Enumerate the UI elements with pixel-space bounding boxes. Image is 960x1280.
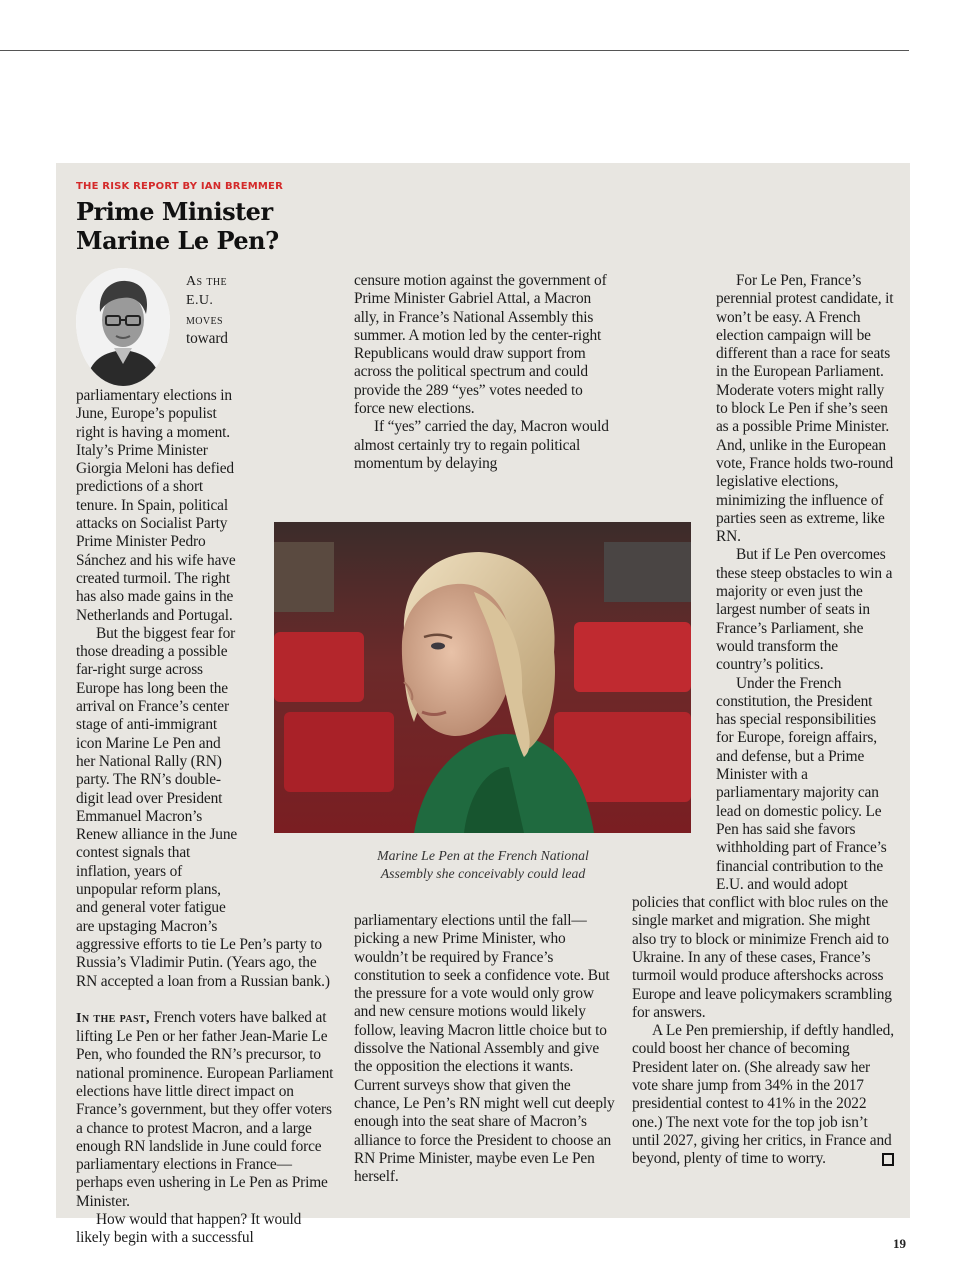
col2-paragraph-2: If “yes” carried the day, Macron would almost certainly try to regain political momentum by delaying bbox=[354, 418, 609, 472]
col1-paragraph-3 bbox=[76, 1009, 334, 1211]
col3-paragraph-3: Under the French constitution, the President has special responsibilities for Europe, foreign affairs, and defense, but a Prime Minister with a parliamentary majority can lead on domestic policy. Le Pen has said she favors withholding part of France’s financial contribution to the E.U. and would adopt policies that conflict with bloc rules on the single market and migration. She might also try to block or minimize French aid to Ukraine. In any of these cases, France’s turmoil would produce aftershocks across Europe and leave policymakers scrambling for answers. bbox=[632, 674, 892, 1021]
column-3 bbox=[632, 272, 894, 1212]
col1-p3-text: French voters have balked at lifting Le Pen or her father Jean-Marie Le Pen, who founded the RN’s precursor, to national prominence. European Parliament elections have little direct impact on France’s government, but they offer voters a chance to protest Macron, and a large enough RN landslide in June could force parliamentary elections in France—perhaps even ushering in Le Pen as Prime Minister. bbox=[76, 1008, 334, 1210]
col3-paragraph-4 bbox=[632, 1022, 894, 1168]
column-2-top bbox=[354, 272, 610, 497]
col3-p4-text: A Le Pen premiership, if deftly handled, could boost her chance of becoming President later on. (She already saw her vote share jump from 34% in the 2017 presidential contest to 41% in the 2022 one.) The next vote for the top job isn’t until 2027, giving her critics, in France and beyond, plenty of time to worry. bbox=[632, 1022, 894, 1168]
top-rule bbox=[0, 50, 909, 51]
col1-paragraph-2: But the biggest fear for those dreading a possible far-right surge across Europe has long been the arrival on France’s center stage of anti-immigrant icon Marine Le Pen and her National Rally (RN) party. The RN’s double-digit lead over President Emmanuel Macron’s Renew alliance in the June contest signals that inflation, years of unpopular reform plans, and general voter fatigue are upstaging Macron’s aggressive efforts to tie Le Pen’s party to Russia’s Vladimir Putin. (Years ago, the RN accepted a loan from a Russian bank.) bbox=[76, 624, 330, 990]
col1-p1-text: toward parliamentary elections in June, Europe’s populist right is having a moment. Italy’s Prime Minister Giorgia Meloni has defied predictions of a short tenure. In Spain, political attacks on Socialist Party Prime Minister Pedro Sánchez and his wife have created turmoil. The right has also made gains in the Netherlands and Portugal. bbox=[76, 329, 236, 624]
le-pen-photo bbox=[274, 522, 691, 833]
col2-paragraph-1: censure motion against the government of Prime Minister Gabriel Attal, a Macron ally, in France’s National Assembly this summer. A motion led by the center-right Republicans would draw support from across the political spectrum and could provide the 289 “yes” votes needed to force new elections. bbox=[354, 272, 607, 418]
column-kicker: THE RISK REPORT BY IAN BREMMER bbox=[76, 181, 283, 192]
col1-lead-caps: As the E.U. moves bbox=[186, 274, 228, 328]
column-1 bbox=[76, 272, 334, 1247]
photo-caption: Marine Le Pen at the French National Assembly she conceivably could lead bbox=[377, 848, 589, 881]
col1-paragraph-4: How would that happen? It would likely begin with a successful bbox=[76, 1211, 302, 1247]
column-2-bottom bbox=[354, 912, 616, 1212]
article-headline bbox=[76, 197, 376, 255]
headline-line-1: Prime Minister bbox=[76, 197, 273, 226]
end-mark-icon bbox=[882, 1153, 894, 1166]
col1-section-lead: In the past, bbox=[76, 1010, 150, 1026]
photo-illustration bbox=[274, 522, 691, 833]
col2-paragraph-3: parliamentary elections until the fall—picking a new Prime Minister, who wouldn’t be required by France’s constitution to seek a confidence vote. But the pressure for a vote would only grow and new censure motions would likely follow, leaving Macron little choice but to dissolve the National Assembly and give the opposition the elections it wants. Current surveys show that given the chance, Le Pen’s RN might well cut deeply enough into the seat share of Macron’s alliance to force the President to choose an RN Prime Minister, maybe even Le Pen herself. bbox=[354, 912, 615, 1186]
page-number: 19 bbox=[893, 1236, 906, 1251]
headline-line-2: Marine Le Pen? bbox=[76, 226, 279, 255]
col3-paragraph-1: For Le Pen, France’s perennial protest candidate, it won’t be easy. A French election campaign will be different than a race for seats in the European Parliament. Moderate voters might rally to block Le Pen if she’s seen as a possible Prime Minister. And, unlike in the European vote, France holds two-round legislative elections, minimizing the influence of parties seen as extreme, like RN. bbox=[716, 272, 894, 546]
col3-paragraph-2: But if Le Pen overcomes these steep obstacles to win a majority or even just the largest number of seats in France’s Parliament, she would transform the country’s politics. bbox=[716, 546, 893, 674]
